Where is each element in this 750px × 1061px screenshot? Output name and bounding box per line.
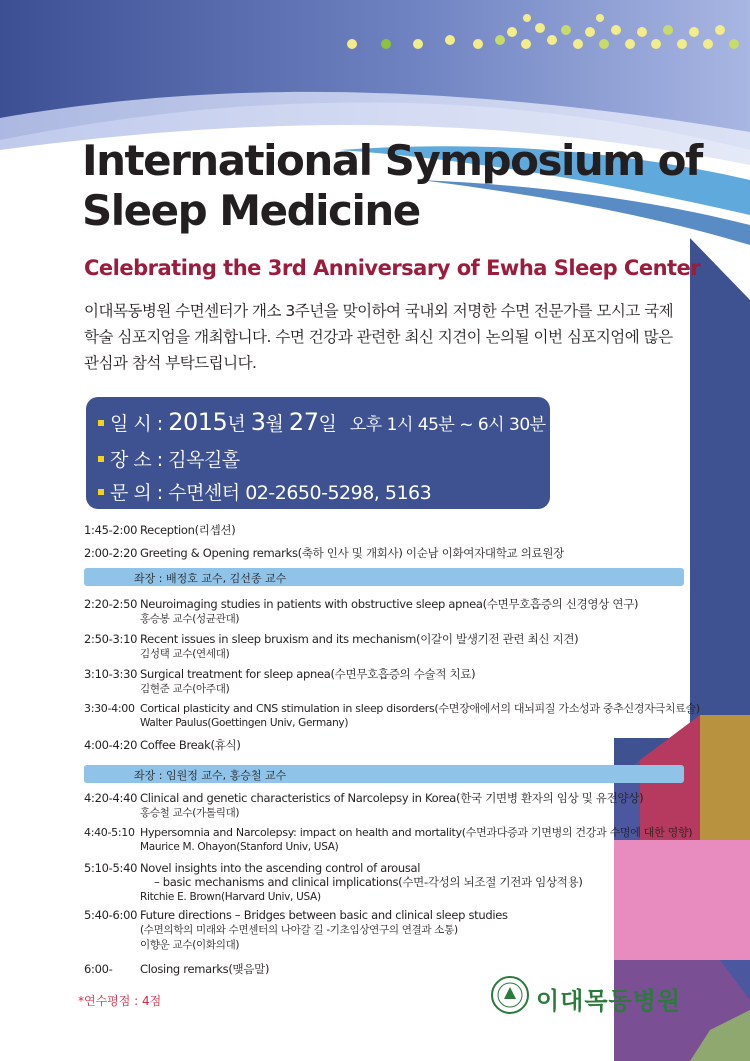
program-title: Reception(리셉션) xyxy=(140,523,236,537)
program-speaker: Ritchie E. Brown(Harvard Univ, USA) xyxy=(140,891,321,903)
hospital-name: 이대목동병원 xyxy=(536,987,682,1015)
program-row xyxy=(84,632,578,661)
program-speaker: 홍승철 교수(가톨릭대) xyxy=(140,807,240,819)
date-month-unit: 월 xyxy=(265,413,284,435)
program-title: Surgical treatment for sleep apnea(수면무호흡증의 수술적 치료) xyxy=(140,667,476,681)
program-title-cont: – basic mechanisms and clinical implications(수면-각성의 뇌조절 기전과 임상적용) xyxy=(154,875,583,889)
program-time: 2:50-3:10 xyxy=(84,632,138,646)
program-speaker: 홍승봉 교수(성균관대) xyxy=(140,613,240,625)
program-speaker: 이향운 교수(이화의대) xyxy=(140,939,240,951)
chair-bar xyxy=(84,765,684,783)
program-row xyxy=(84,702,700,730)
program-speaker: 김성택 교수(연세대) xyxy=(140,648,230,660)
program-time: 2:00-2:20 xyxy=(84,546,138,560)
program-speaker: Walter Paulus(Goettingen Univ, Germany) xyxy=(140,717,349,729)
program-row xyxy=(84,738,241,752)
program-time: 5:40-6:00 xyxy=(84,908,138,922)
program-time: 4:40-5:10 xyxy=(84,826,135,839)
bullet-icon xyxy=(98,489,104,495)
place-value: 김옥길홀 xyxy=(168,449,240,471)
program-time: 4:00-4:20 xyxy=(84,738,138,752)
program-title: Novel insights into the ascending control of arousal xyxy=(140,861,421,875)
program-time: 3:30-4:00 xyxy=(84,702,135,715)
program-time: 5:10-5:40 xyxy=(84,861,138,875)
title-line-2: Sleep Medicine xyxy=(82,186,420,235)
chair-label: 좌장 : 배정호 교수, 김선종 교수 xyxy=(134,572,287,585)
credit-note: *연수평점 : 4점 xyxy=(78,994,162,1008)
page-title xyxy=(82,136,702,236)
program-time: 1:45-2:00 xyxy=(84,523,138,537)
contact-label: 문 의 : xyxy=(110,482,163,504)
program-title: Clinical and genetic characteristics of Narcolepsy in Korea(한국 기면병 환자의 임상 및 유전양상) xyxy=(140,791,644,805)
program-row xyxy=(84,826,692,854)
intro-paragraph xyxy=(84,298,684,376)
program-row xyxy=(84,597,638,626)
program-time: 3:10-3:30 xyxy=(84,667,138,681)
program-speaker: 김현준 교수(아주대) xyxy=(140,683,230,695)
contact-value: 수면센터 02-2650-5298, 5163 xyxy=(168,482,432,504)
contact-row xyxy=(98,478,431,505)
date-year: 2015 xyxy=(168,408,228,436)
bullet-icon xyxy=(98,456,104,462)
date-month: 3 xyxy=(250,408,266,436)
program-row xyxy=(84,962,269,976)
date-label: 일 시 : xyxy=(110,413,163,435)
program-title-cont: (수면의학의 미래와 수면센터의 나아갈 길 -기초임상연구의 연결과 소통) xyxy=(140,924,458,936)
program-row xyxy=(84,908,508,952)
date-day: 27 xyxy=(288,408,319,436)
chair-bar xyxy=(84,568,684,586)
program-title: Coffee Break(휴식) xyxy=(140,738,241,752)
program-row xyxy=(84,861,583,904)
program-title: Cortical plasticity and CNS stimulation in sleep disorders(수면장애에서의 대뇌피질 가소성과 중추신경자극치료술) xyxy=(140,702,700,715)
program-title: Closing remarks(맺음말) xyxy=(140,962,270,976)
intro-line: 이대목동병원 수면센터가 개소 3주년을 맞이하여 국내외 저명한 수면 전문가를 모시고 국제 xyxy=(84,302,674,320)
place-row xyxy=(98,445,240,472)
program-title: Greeting & Opening remarks(축하 인사 및 개회사) 이순남 이화여자대학교 의료원장 xyxy=(140,546,564,560)
program-row xyxy=(84,523,235,537)
program-time: 4:20-4:40 xyxy=(84,791,138,805)
program-time: 2:20-2:50 xyxy=(84,597,138,611)
title-line-1: International Symposium of xyxy=(82,136,702,185)
hospital-seal-icon xyxy=(490,975,530,1015)
place-label: 장 소 : xyxy=(110,449,163,471)
program-title: Future directions – Bridges between basic and clinical sleep studies xyxy=(140,908,508,922)
program-title: Recent issues in sleep bruxism and its mechanism(이갈이 발생기전 관련 최신 지견) xyxy=(140,632,579,646)
chair-label: 좌장 : 임원정 교수, 홍승철 교수 xyxy=(134,769,287,782)
program-row xyxy=(84,667,475,696)
intro-line: 관심과 참석 부탁드립니다. xyxy=(84,354,257,372)
program-row xyxy=(84,546,564,560)
bullet-icon xyxy=(98,420,104,426)
date-time: 오후 1시 45분 ~ 6시 30분 xyxy=(349,415,546,435)
date-year-unit: 년 xyxy=(227,413,246,435)
program-time: 6:00- xyxy=(84,962,113,976)
program-title: Hypersomnia and Narcolepsy: impact on health and mortality(수면과다증과 기면병의 건강과 수명에 대한 영향) xyxy=(140,826,693,839)
program-row xyxy=(84,791,643,820)
date-day-unit: 일 xyxy=(318,413,337,435)
subtitle: Celebrating the 3rd Anniversary of Ewha Sleep Center xyxy=(84,256,701,280)
program-title: Neuroimaging studies in patients with obstructive sleep apnea(수면무호흡증의 신경영상 연구) xyxy=(140,597,639,611)
intro-line: 학술 심포지엄을 개최합니다. 수면 건강과 관련한 최신 지견이 논의될 이번 심포지엄에 많은 xyxy=(84,328,673,346)
program-speaker: Maurice M. Ohayon(Stanford Univ, USA) xyxy=(140,841,339,853)
date-row xyxy=(98,408,546,436)
